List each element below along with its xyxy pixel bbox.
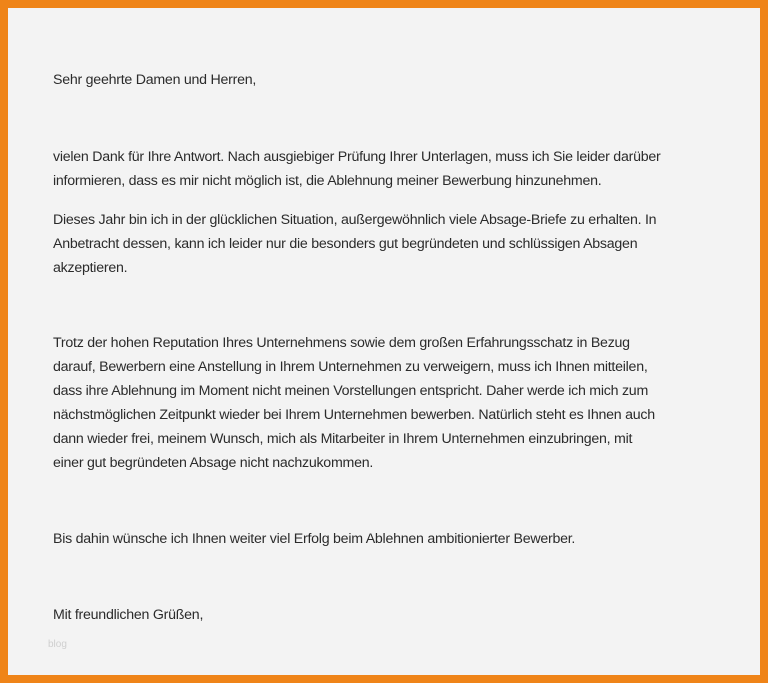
paragraph-2-line-1: Dieses Jahr bin ich in der glücklichen Situation, außergewöhnlich viele Absage-Briefe zu erhalten. In bbox=[53, 212, 657, 228]
paragraph-2-line-3: akzeptieren. bbox=[53, 260, 128, 276]
salutation: Sehr geehrte Damen und Herren, bbox=[53, 72, 257, 88]
paragraph-3-line-5: dann wieder frei, meinem Wunsch, mich als Mitarbeiter in Ihrem Unternehmen einzubringen, mit bbox=[53, 431, 633, 447]
paragraph-3-line-1: Trotz der hohen Reputation Ihres Unternehmens sowie dem großen Erfahrungsschatz in Bezug bbox=[53, 335, 630, 351]
watermark: blog bbox=[48, 639, 67, 650]
paragraph-3-line-3: dass ihre Ablehnung im Moment nicht meinen Vorstellungen entspricht. Daher werde ich mich zum bbox=[53, 383, 649, 399]
paragraph-1-line-2: informieren, dass es mir nicht möglich ist, die Ablehnung meiner Bewerbung hinzunehmen. bbox=[53, 173, 602, 189]
paragraph-1-line-1: vielen Dank für Ihre Antwort. Nach ausgiebiger Prüfung Ihrer Unterlagen, muss ich Sie leider darüber bbox=[53, 149, 661, 165]
paragraph-4-line-1: Bis dahin wünsche ich Ihnen weiter viel Erfolg beim Ablehnen ambitionierter Bewerber. bbox=[53, 531, 576, 547]
paragraph-3-line-4: nächstmöglichen Zeitpunkt wieder bei Ihrem Unternehmen bewerben. Natürlich steht es Ihnen auch bbox=[53, 407, 655, 423]
closing: Mit freundlichen Grüßen, bbox=[53, 607, 204, 623]
paragraph-2-line-2: Anbetracht dessen, kann ich leider nur die besonders gut begründeten und schlüssigen Absagen bbox=[53, 236, 638, 252]
paragraph-3-line-6: einer gut begründeten Absage nicht nachzukommen. bbox=[53, 455, 374, 471]
paragraph-3-line-2: darauf, Bewerbern eine Anstellung in Ihrem Unternehmen zu verweigern, muss ich Ihnen mitteilen, bbox=[53, 359, 648, 375]
